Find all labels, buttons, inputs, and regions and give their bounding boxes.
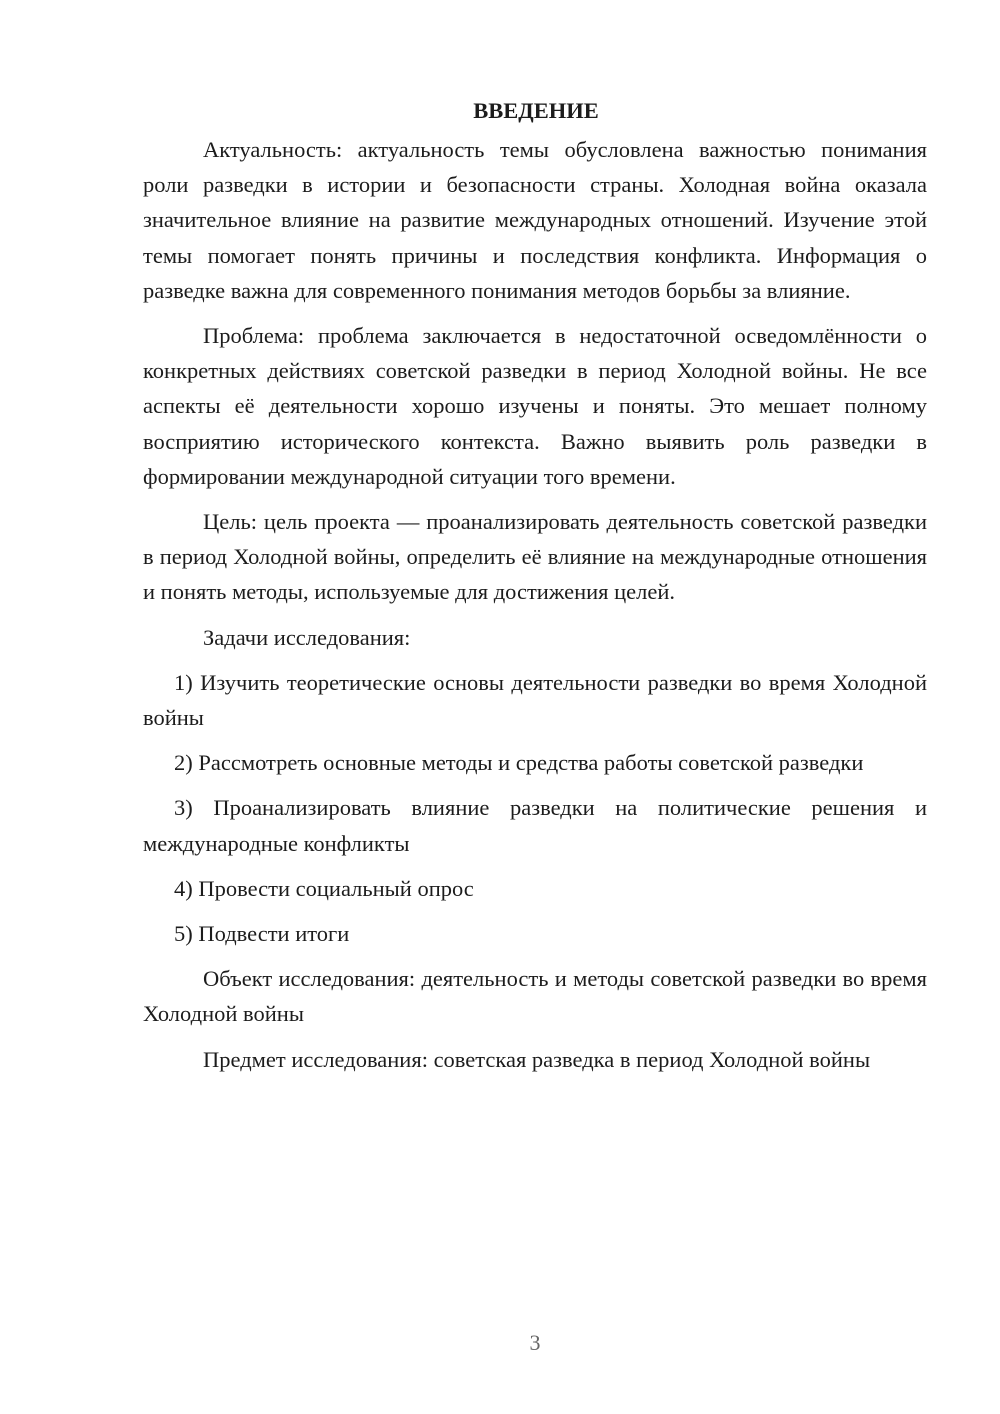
section-title: ВВЕДЕНИЕ: [473, 98, 599, 123]
problem-paragraph: Проблема: проблема заключается в недостаточной осведомлённости о конкретных действиях советской разведки в период Холодной войны. Не все аспекты её деятельности хорошо изучены и поняты. Это мешает полному восприятию исторического контекста. Важно выявить роль разведки в формировании международной ситуации того времени.: [143, 323, 927, 489]
goal-paragraph: Цель: цель проекта — проанализировать деятельность советской разведки в период Холодной войны, определить её влияние на международные отношения и понять методы, используемые для достижения целей.: [143, 509, 927, 605]
page-number: 3: [529, 1330, 541, 1355]
task-item-3: 3) Проанализировать влияние разведки на политические решения и международные конфликты: [143, 795, 927, 856]
task-item-1: 1) Изучить теоретические основы деятельности разведки во время Холодной войны: [143, 669, 927, 731]
subject-paragraph: Предмет исследования: советская разведка в период Холодной войны: [203, 1046, 871, 1072]
task-item-2: 2) Рассмотреть основные методы и средства работы советской разведки: [174, 750, 864, 776]
object-paragraph: Объект исследования: деятельность и методы советской разведки во время Холодной войны: [143, 966, 927, 1027]
task-item-4: 4) Провести социальный опрос: [174, 875, 474, 901]
task-item-5: 5) Подвести итоги: [174, 921, 350, 947]
page-content: [143, 93, 927, 1087]
tasks-heading: Задачи исследования:: [203, 624, 411, 650]
relevance-paragraph: Актуальность: актуальность темы обусловлена важностью понимания роли разведки в истории и безопасности страны. Холодная война оказала значительное влияние на развитие международных отношений. Изучение этой темы помогает понять причины и последствия конфликта. Информация о разведке важна для современного понимания методов борьбы за влияние.: [143, 137, 927, 303]
